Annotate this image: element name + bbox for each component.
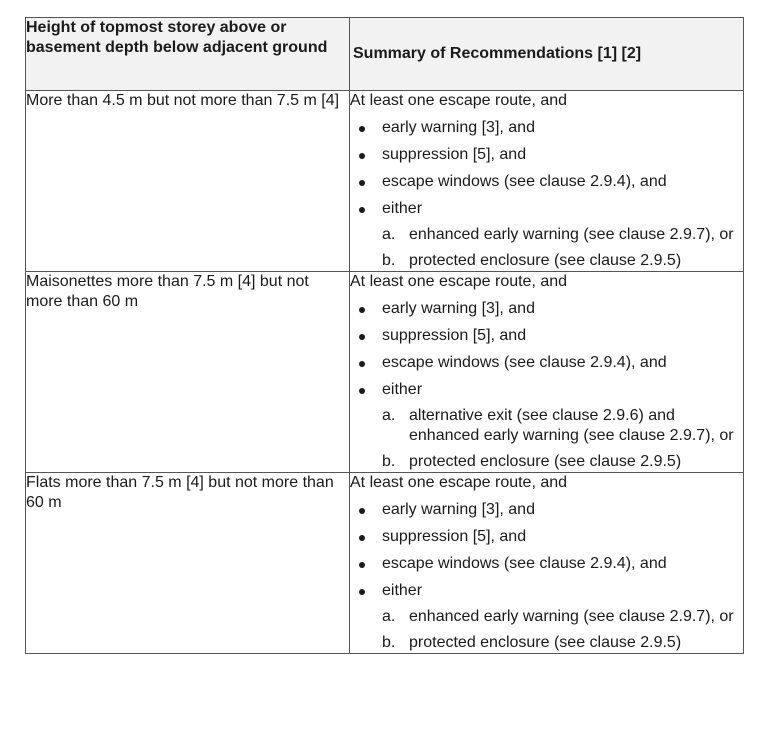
option-item [382, 225, 743, 245]
bullet-icon [359, 207, 365, 213]
list-item-text: escape windows (see clause 2.9.4), and [382, 555, 667, 572]
list-item [350, 527, 743, 547]
bullet-list [350, 299, 743, 472]
list-item-text: early warning [3], and [382, 119, 535, 136]
height-cell: Maisonettes more than 7.5 m [4] but not more than 60 m [26, 272, 350, 473]
option-item [382, 406, 743, 446]
bullet-icon [359, 589, 365, 595]
list-item-text: suppression [5], and [382, 146, 527, 163]
bullet-list [350, 500, 743, 653]
option-list [382, 225, 743, 271]
option-text: protected enclosure (see clause 2.9.5) [409, 453, 682, 470]
bullet-icon [359, 388, 365, 394]
option-list [382, 607, 743, 653]
list-item [350, 326, 743, 346]
option-item [382, 633, 743, 653]
recommendation-intro: At least one escape route, and [350, 92, 568, 109]
bullet-icon [359, 153, 365, 159]
bullet-icon [359, 562, 365, 568]
option-text: protected enclosure (see clause 2.9.5) [409, 252, 682, 269]
table-row [26, 473, 744, 654]
recommendation-cell [350, 272, 744, 473]
bullet-icon [359, 334, 365, 340]
option-item [382, 607, 743, 627]
option-text: alternative exit (see clause 2.9.6) and enhanced early warning (see clause 2.9.7), or [409, 407, 734, 444]
option-marker: b. [382, 252, 396, 269]
recommendation-cell [350, 91, 744, 272]
option-marker: b. [382, 453, 396, 470]
list-item-text: either [382, 582, 423, 599]
recommendations-table [25, 17, 744, 654]
bullet-icon [359, 535, 365, 541]
option-text: enhanced early warning (see clause 2.9.7), or [409, 608, 734, 625]
list-item-text: either [382, 200, 423, 217]
list-item-text: suppression [5], and [382, 327, 527, 344]
list-item [350, 380, 743, 472]
option-marker: a. [382, 608, 396, 625]
option-marker: b. [382, 634, 396, 651]
list-item-text: suppression [5], and [382, 528, 527, 545]
list-item [350, 554, 743, 574]
list-item-text: early warning [3], and [382, 501, 535, 518]
bullet-icon [359, 126, 365, 132]
list-item [350, 299, 743, 319]
table-row [26, 272, 744, 473]
bullet-icon [359, 180, 365, 186]
bullet-list [350, 118, 743, 271]
bullet-icon [359, 361, 365, 367]
header-height: Height of topmost storey above or basement depth below adjacent ground [26, 18, 350, 91]
option-list [382, 406, 743, 472]
list-item [350, 145, 743, 165]
table-row [26, 91, 744, 272]
list-item-text: escape windows (see clause 2.9.4), and [382, 173, 667, 190]
list-item-text: early warning [3], and [382, 300, 535, 317]
list-item [350, 500, 743, 520]
option-item [382, 251, 743, 271]
header-recommendations: Summary of Recommendations [1] [2] [350, 18, 744, 91]
option-item [382, 452, 743, 472]
option-text: enhanced early warning (see clause 2.9.7), or [409, 226, 734, 243]
height-cell: Flats more than 7.5 m [4] but not more than 60 m [26, 473, 350, 654]
list-item [350, 353, 743, 373]
list-item-text: escape windows (see clause 2.9.4), and [382, 354, 667, 371]
bullet-icon [359, 508, 365, 514]
option-marker: a. [382, 407, 396, 424]
bullet-icon [359, 307, 365, 313]
option-text: protected enclosure (see clause 2.9.5) [409, 634, 682, 651]
option-marker: a. [382, 226, 396, 243]
list-item [350, 581, 743, 653]
list-item-text: either [382, 381, 423, 398]
recommendation-intro: At least one escape route, and [350, 474, 568, 491]
header-row [26, 18, 744, 91]
height-cell: More than 4.5 m but not more than 7.5 m [4] [26, 91, 350, 272]
recommendation-cell [350, 473, 744, 654]
recommendation-intro: At least one escape route, and [350, 273, 568, 290]
list-item [350, 118, 743, 138]
list-item [350, 172, 743, 192]
list-item [350, 199, 743, 271]
